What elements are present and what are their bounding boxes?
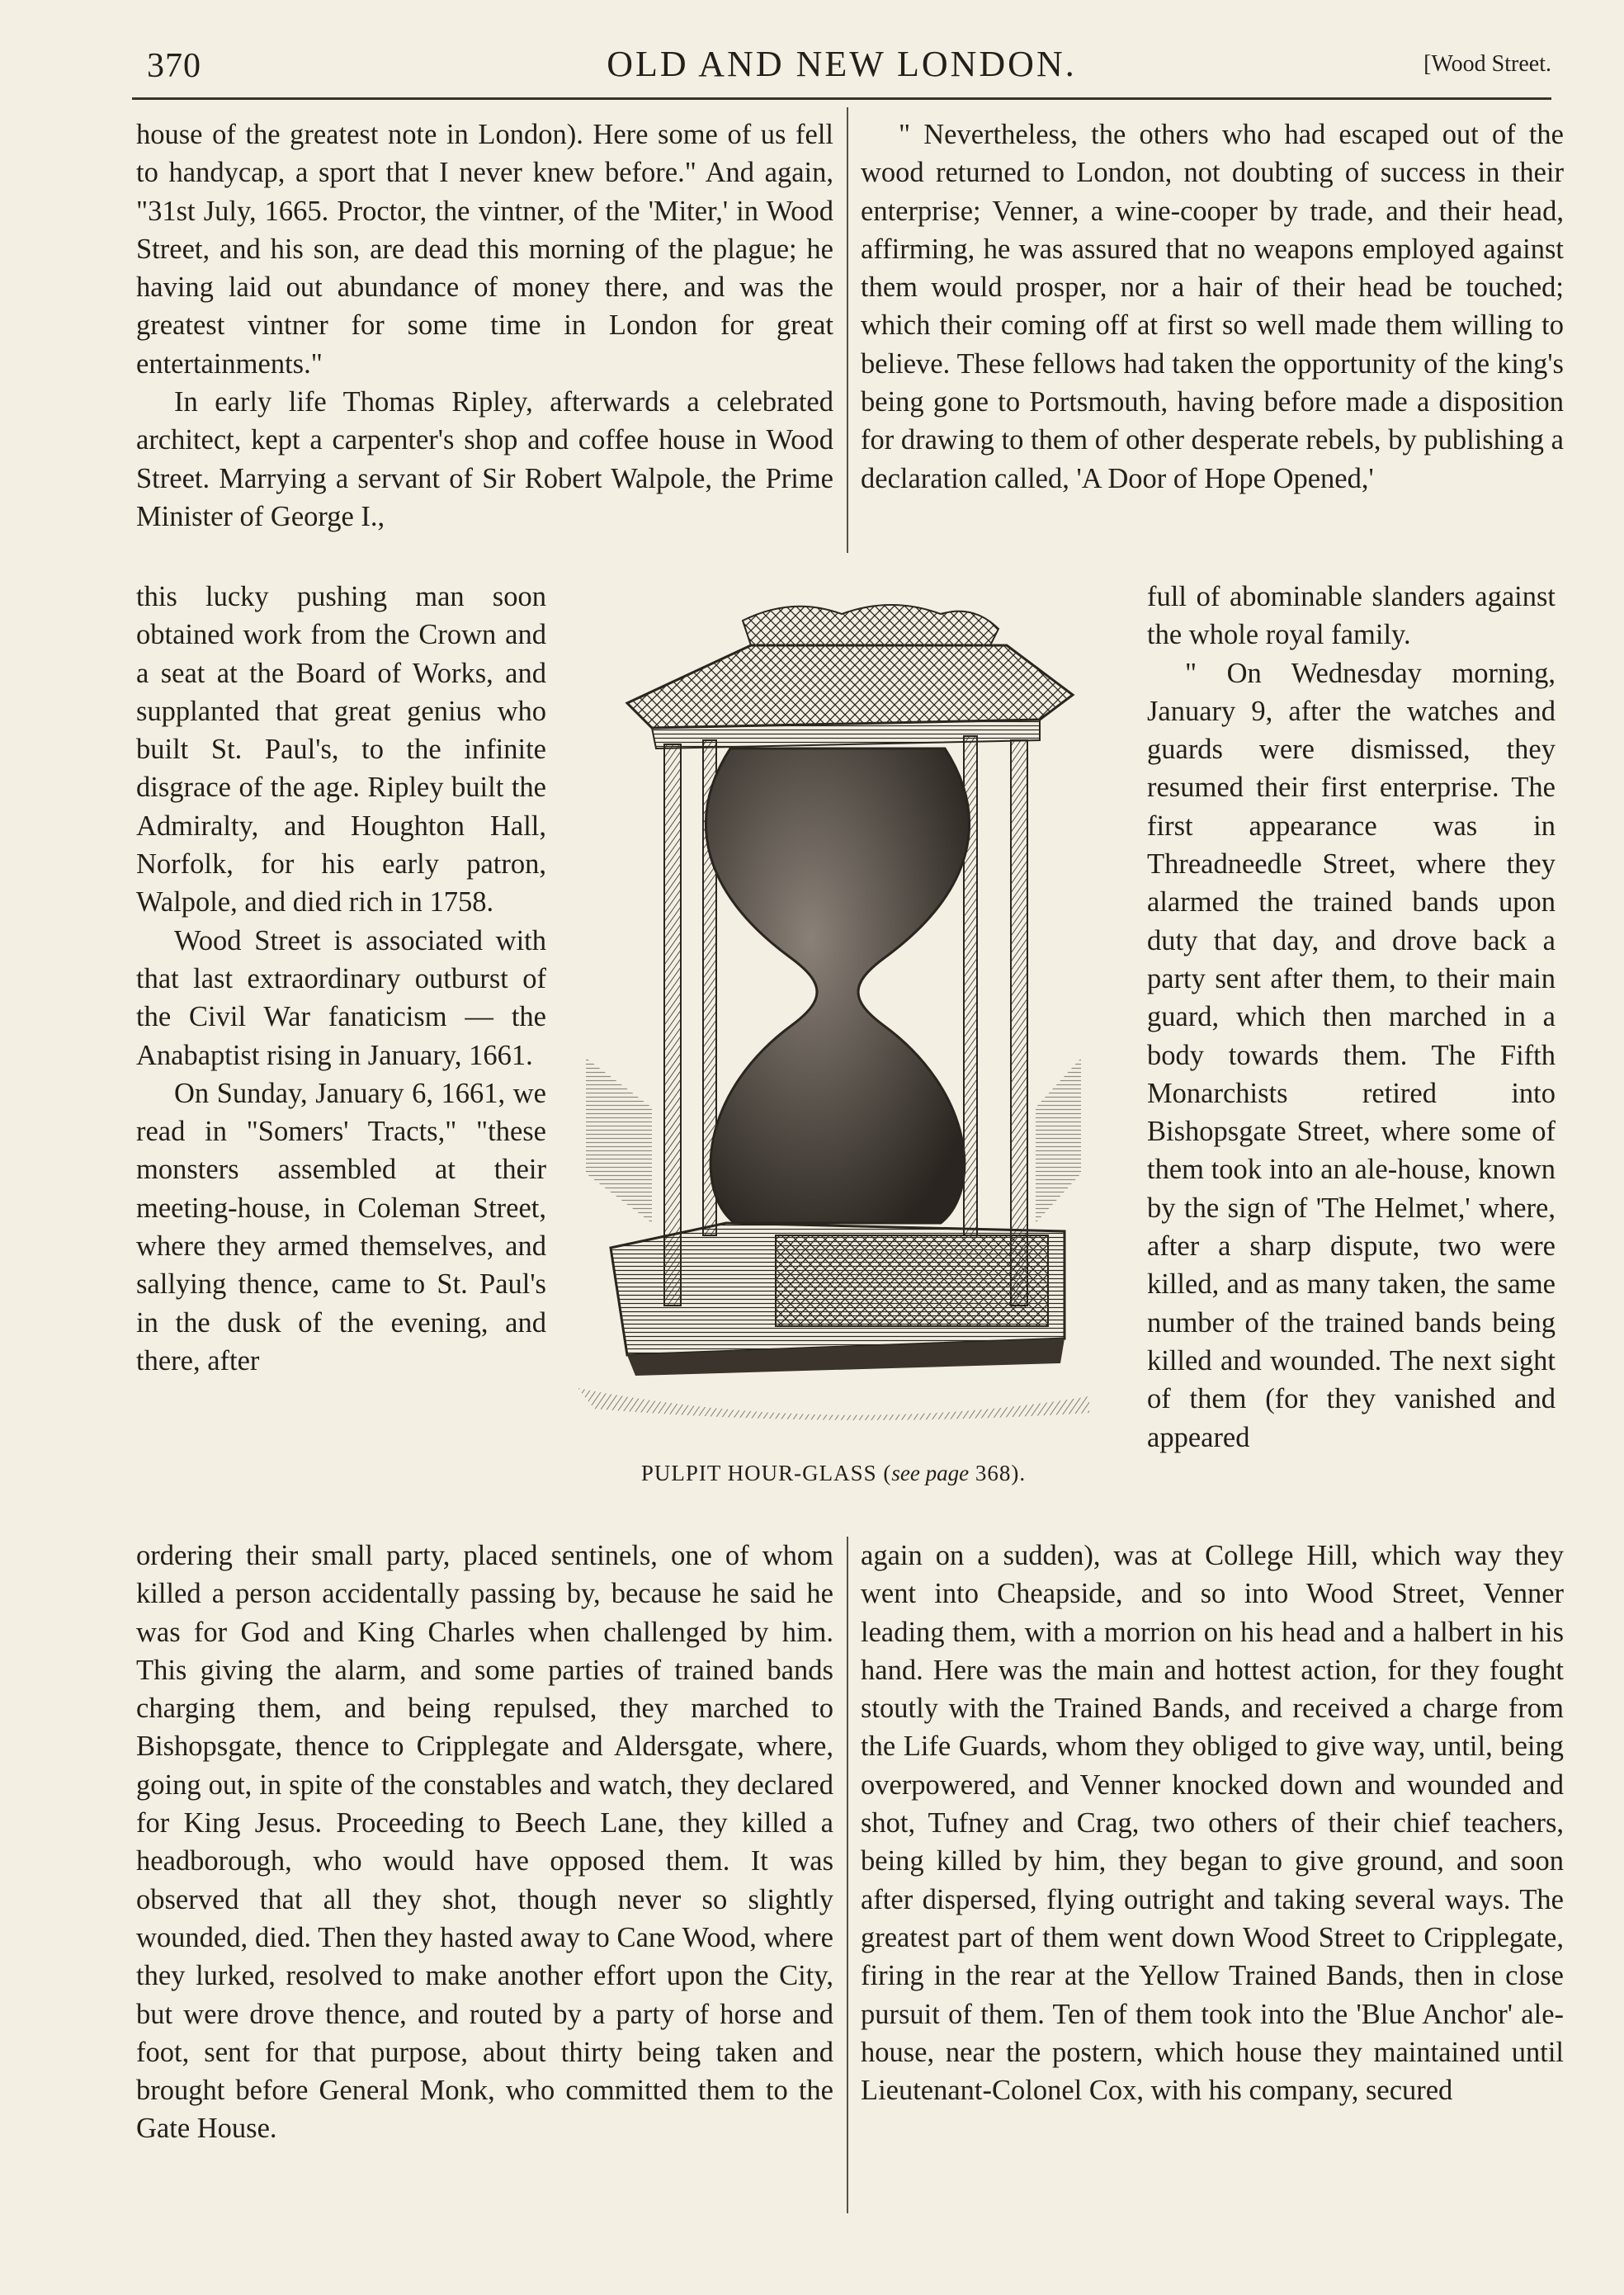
column-divider-top (847, 107, 848, 553)
caption-reference: see page (891, 1461, 970, 1485)
left-column-top (136, 116, 833, 536)
left-paragraph-4b: ordering their small party, placed sentinels, one of whom killed a person accidentally passing by, because he said he was for God and King Charles when challenged by him. This giving the alarm, and some parties of trained bands charging them, and being repulsed, they marched to Bishopsgate, thence to Cripplegate and Aldersgate, where, going out, in spite of the constables and watch, they declared for King Jesus. Proceeding to Beech Lane, they killed a headborough, who would have opposed them. It was observed that all they shot, though never so slightly wounded, died. Then they hasted away to Cane Wood, where they lurked, resolved to make another effort upon the City, but were drove thence, and routed by a party of horse and foot, sent for that purpose, about thirty being taken and brought before General Monk, who committed them to the Gate House. (136, 1540, 833, 2145)
right-column-narrow (1147, 578, 1556, 1457)
left-paragraph-2a: In early life Thomas Ripley, afterwards a celebrated architect, kept a carpenter's shop and coffee house in Wood Street. Marrying a servant of Sir Robert Walpole, the Prime Minister of George I., (136, 386, 833, 532)
figure-caption (569, 1461, 1098, 1486)
left-paragraph-1: house of the greatest note in London). Here some of us fell to handycap, a sport that I never knew before." And again, "31st July, 1665. Proctor, the vintner, of the 'Miter,' in Wood Street, and his son, are dead this morning of the plague; he having laid out abundance of money there, and was the greatest vintner for some time in London for great entertainments." (136, 119, 833, 380)
column-divider-bottom (847, 1537, 848, 2213)
running-title: OLD AND NEW LONDON. (607, 44, 1077, 84)
right-paragraph-1b: full of abominable slanders against the whole royal family. (1147, 581, 1556, 651)
caption-page: 368). (969, 1461, 1027, 1485)
caption-title: PULPIT HOUR-GLASS ( (640, 1461, 892, 1485)
section-heading: [Wood Street. (1423, 51, 1551, 77)
hourglass-engraving-icon (578, 596, 1089, 1438)
right-paragraph-2a: " On Wednesday morning, January 9, after the watches and guards were dismissed, they resumed their first enterprise. The first appearance was in Threadneedle Street, where they alarmed the trained bands upon duty that day, and drove back a party sent after them, to their main guard, which then marched in a body towards them. The Fifth Monarchists retired into Bishopsgate Street, where some of them took into an ale-house, known by the sign of 'The Helmet,' where, after a sharp dispute, two were killed, and as many taken, the same number of the trained bands being killed and wounded. The next sight of them (for they vanished and appeared (1147, 657, 1556, 1453)
left-paragraph-3: Wood Street is associated with that last extraordinary outburst of the Civil War fanaticism — the Anabaptist rising in January, 1661. (136, 924, 546, 1071)
left-column-bottom (136, 1537, 833, 2148)
page-header (132, 43, 1551, 92)
right-paragraph-2b: again on a sudden), was at College Hill, which way they went into Cheapside, and so into Wood Street, Venner leading them, with a morrion on his head and a halbert in his hand. Here was the main and hottest action, for they fought stoutly with the Trained Bands, and received a charge from the Life Guards, whom they obliged to give way, until, being overpowered, and Venner knocked down and wounded and shot, Tufney and Crag, two others of their chief teachers, being killed by him, they began to give ground, and soon after dispersed, flying outright and taking several ways. The greatest part of them went down Wood Street to Cripplegate, firing in the rear at the Yellow Trained Bands, then in close pursuit of them. Ten of them took into the 'Blue Anchor' ale-house, near the postern, which house they maintained until Lieutenant-Colonel Cox, with his company, secured (861, 1540, 1564, 2107)
right-column-bottom (861, 1537, 1564, 2109)
left-paragraph-2b: this lucky pushing man soon obtained work from the Crown and a seat at the Board of Works, and supplanted that great genius who built St. Paul's, to the infinite disgrace of the age. Ripley built the Admiralty, and Houghton Hall, Norfolk, for his early patron, Walpole, and died rich in 1758. (136, 581, 546, 918)
page-number: 370 (147, 47, 201, 85)
left-paragraph-4a: On Sunday, January 6, 1661, we read in "Somers' Tracts," "these monsters assembled at their meeting-house, in Coleman Street, where they armed themselves, and sallying thence, came to St. Paul's in the dusk of the evening, and there, after (136, 1077, 546, 1377)
right-column-top (861, 116, 1564, 498)
header-rule (132, 97, 1551, 100)
right-paragraph-1a: " Nevertheless, the others who had escaped out of the wood returned to London, not doubting of success in their enterprise; Venner, a wine-cooper by trade, and their head, affirming, he was assured that no weapons employed against them would prosper, nor a hair of their head be touched; which their coming off at first so well made them willing to believe. These fellows had taken the opportunity of the king's being gone to Portsmouth, having before made a disposition for drawing to them of other desperate rebels, by publishing a declaration called, 'A Door of Hope Opened,' (861, 119, 1564, 494)
left-column-narrow (136, 578, 546, 1380)
